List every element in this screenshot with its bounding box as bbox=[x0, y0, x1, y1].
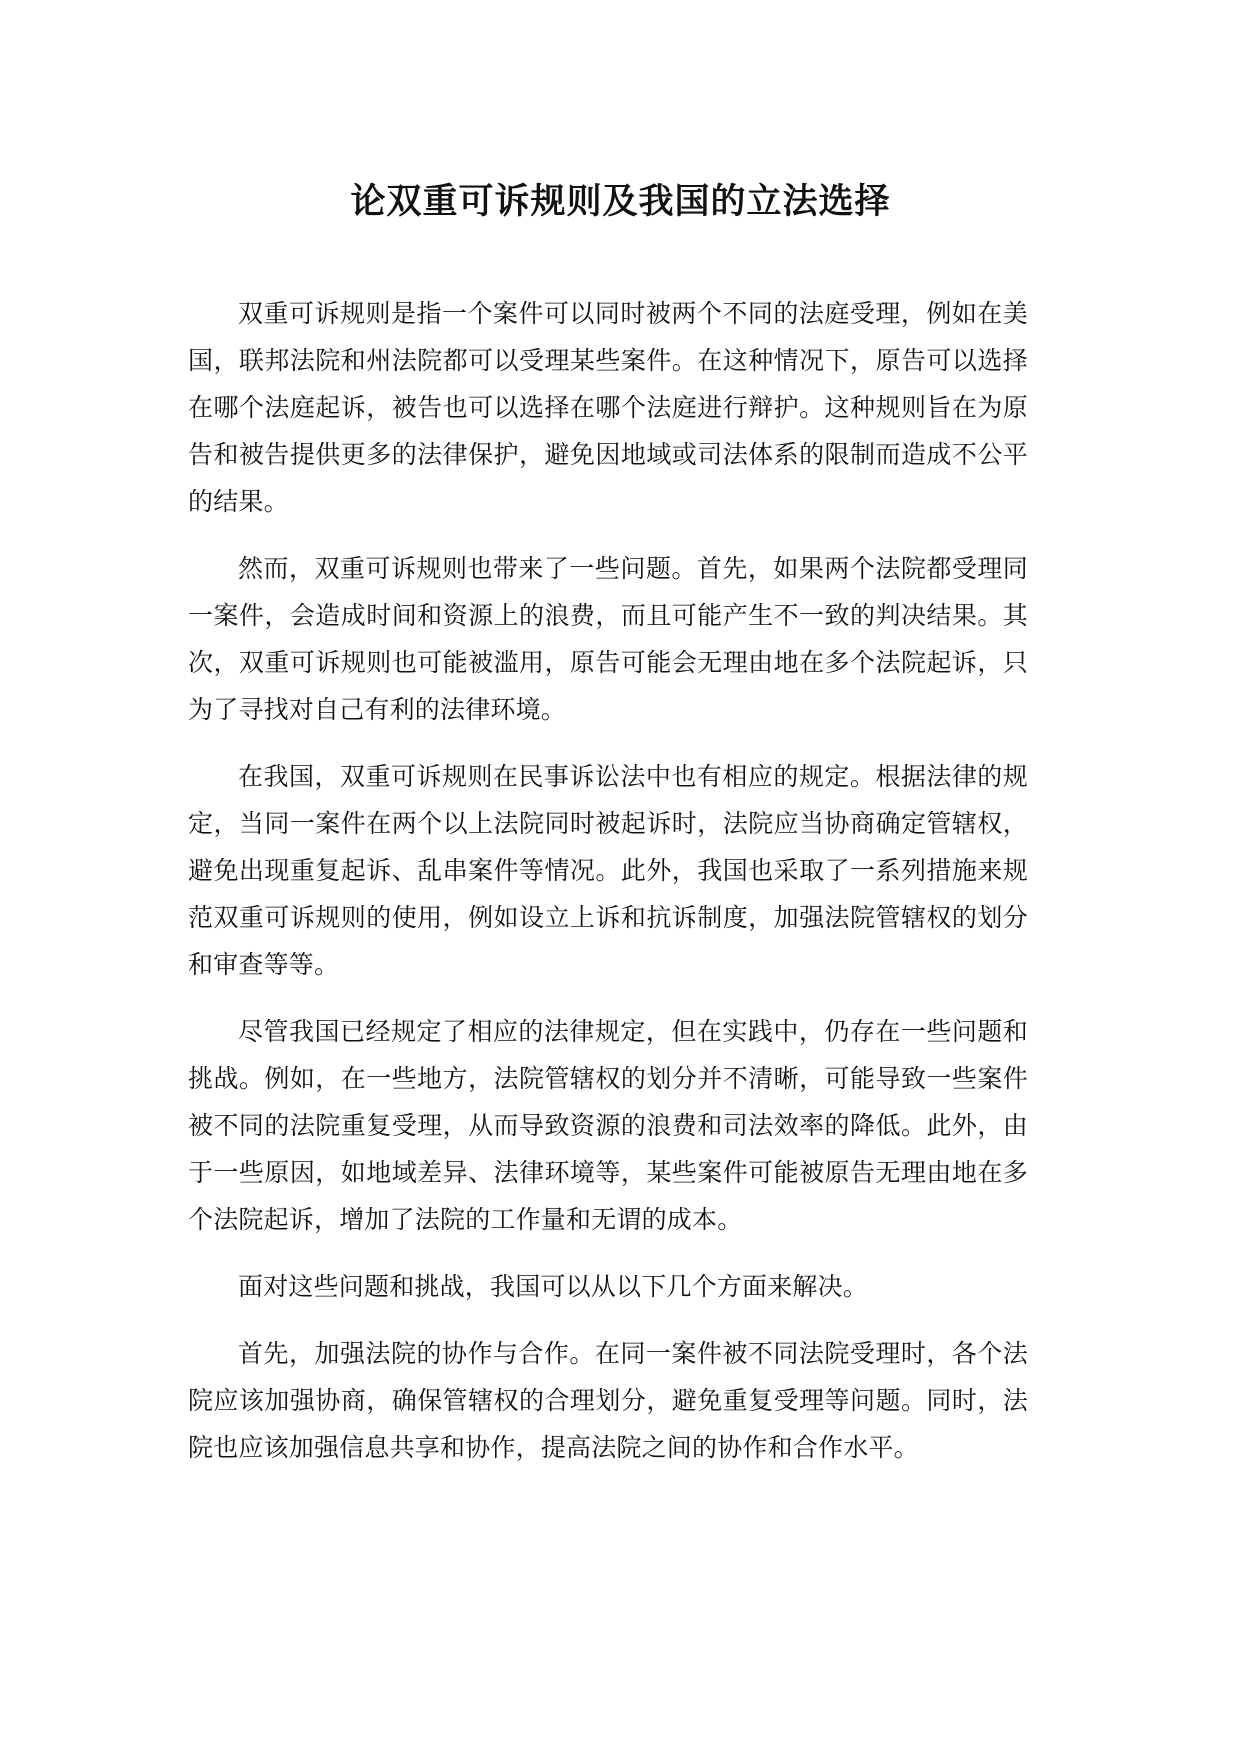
paragraph-5: 面对这些问题和挑战，我国可以从以下几个方面来解决。 bbox=[238, 1272, 869, 1301]
paragraph-2: 然而，双重可诉规则也带来了一些问题。首先，如果两个法院都受理同一案件，会造成时间和资源上的浪费，而且可能产生不一致的判决结果。其次，双重可诉规则也可能被滥用，原告可能会无理由地在多个法院起诉，只为了寻找对自己有利的法律环境。 bbox=[188, 554, 1028, 724]
paragraph-6: 首先，加强法院的协作与合作。在同一案件被不同法院受理时，各个法院应该加强协商，确保管辖权的合理划分，避免重复受理等问题。同时，法院也应该加强信息共享和协作，提高法院之间的协作和合作水平。 bbox=[188, 1339, 1028, 1462]
paragraph-4: 尽管我国已经规定了相应的法律规定，但在实践中，仍存在一些问题和挑战。例如，在一些地方，法院管辖权的划分并不清晰，可能导致一些案件被不同的法院重复受理，从而导致资源的浪费和司法效率的降低。此外，由于一些原因，如地域差异、法律环境等，某些案件可能被原告无理由地在多个法院起诉，增加了法院的工作量和无谓的成本。 bbox=[188, 1017, 1028, 1234]
document-body bbox=[188, 290, 1028, 1491]
paragraph-3: 在我国，双重可诉规则在民事诉讼法中也有相应的规定。根据法律的规定，当同一案件在两个以上法院同时被起诉时，法院应当协商确定管辖权，避免出现重复起诉、乱串案件等情况。此外，我国也采取了一系列措施来规范双重可诉规则的使用，例如设立上诉和抗诉制度，加强法院管辖权的划分和审查等等。 bbox=[188, 762, 1028, 979]
document-title: 论双重可诉规则及我国的立法选择 bbox=[350, 182, 891, 222]
paragraph-1: 双重可诉规则是指一个案件可以同时被两个不同的法庭受理，例如在美国，联邦法院和州法院都可以受理某些案件。在这种情况下，原告可以选择在哪个法庭起诉，被告也可以选择在哪个法庭进行辩护。这种规则旨在为原告和被告提供更多的法律保护，避免因地域或司法体系的限制而造成不公平的结果。 bbox=[188, 299, 1028, 516]
